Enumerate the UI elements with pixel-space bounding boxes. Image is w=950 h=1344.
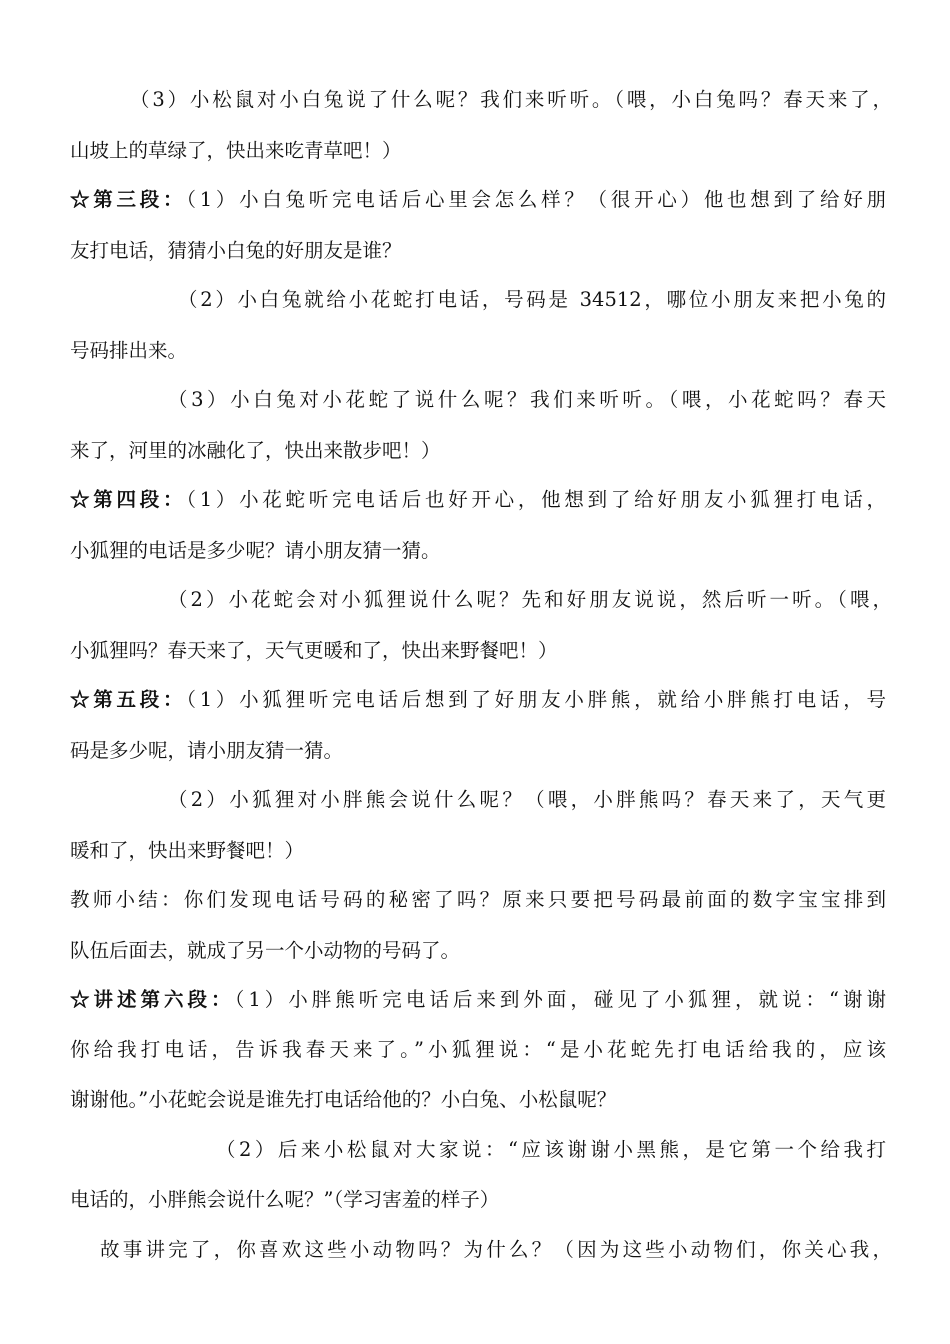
- section-5-line: ☆第五段：（1）小狐狸听完电话后想到了好朋友小胖熊，就给小胖熊打电话，号: [70, 688, 886, 711]
- teacher-summary-line: 教师小结：你们发现电话号码的秘密了吗？原来只要把号码最前面的数字宝宝排到: [70, 888, 886, 911]
- paragraph-line: （3）小白兔对小花蛇了说什么呢？我们来听听。（喂，小花蛇吗？春天: [168, 388, 886, 411]
- paragraph-line: 暖和了，快出来野餐吧！）: [70, 839, 305, 862]
- paragraph-line: （2）小花蛇会对小狐狸说什么呢？先和好朋友说说，然后听一听。（喂，: [168, 588, 892, 611]
- paragraph-line: 你给我打电话，告诉我春天来了。”小狐狸说：“是小花蛇先打电话给我的，应该: [70, 1038, 886, 1061]
- paragraph-line: 友打电话，猜猜小白兔的好朋友是谁？: [70, 239, 402, 262]
- section-6-line: ☆讲述第六段：（1）小胖熊听完电话后来到外面，碰见了小狐狸，就说：“谢谢: [70, 988, 886, 1011]
- section-3-line: ☆第三段：（1）小白兔听完电话后心里会怎么样？（很开心）他也想到了给好朋: [70, 188, 886, 211]
- section-4-label: ☆第四段：: [70, 488, 187, 511]
- paragraph-line: （2）后来小松鼠对大家说：“应该谢谢小黑熊，是它第一个给我打: [216, 1138, 886, 1161]
- paragraph-line: 号码排出来。: [70, 339, 188, 362]
- paragraph-line: （3）小松鼠对小白兔说了什么呢？我们来听听。（喂，小白兔吗？春天来了，: [130, 88, 892, 111]
- paragraph-line: 山坡上的草绿了，快出来吃青草吧！）: [70, 139, 402, 162]
- paragraph-line: （2）小狐狸对小胖熊会说什么呢？（喂，小胖熊吗？春天来了，天气更: [168, 788, 886, 811]
- section-6-label: ☆讲述第六段：: [70, 988, 235, 1011]
- paragraph-line: 来了，河里的冰融化了，快出来散步吧！）: [70, 439, 441, 462]
- closing-line: 故事讲完了，你喜欢这些小动物吗？为什么？（因为这些小动物们，你关心我，: [100, 1238, 892, 1261]
- paragraph-line: 队伍后面去，就成了另一个小动物的号码了。: [70, 939, 461, 962]
- paragraph-line: 小狐狸吗？春天来了，天气更暖和了，快出来野餐吧！）: [70, 639, 558, 662]
- paragraph-line: （2）小白兔就给小花蛇打电话，号码是 34512，哪位小朋友来把小兔的: [178, 288, 886, 311]
- section-4-line: ☆第四段：（1）小花蛇听完电话后也好开心，他想到了给好朋友小狐狸打电话，: [70, 488, 886, 511]
- paragraph-line: 小狐狸的电话是多少呢？请小朋友猜一猜。: [70, 539, 441, 562]
- paragraph-line: 码是多少呢，请小朋友猜一猜。: [70, 739, 344, 762]
- paragraph-line: 谢谢他。”小花蛇会说是谁先打电话给他的？小白兔、小松鼠呢？: [70, 1088, 617, 1111]
- section-5-label: ☆第五段：: [70, 688, 187, 711]
- paragraph-line: 电话的，小胖熊会说什么呢？”（学习害羞的样子）: [70, 1188, 500, 1211]
- section-3-label: ☆第三段：: [70, 188, 187, 211]
